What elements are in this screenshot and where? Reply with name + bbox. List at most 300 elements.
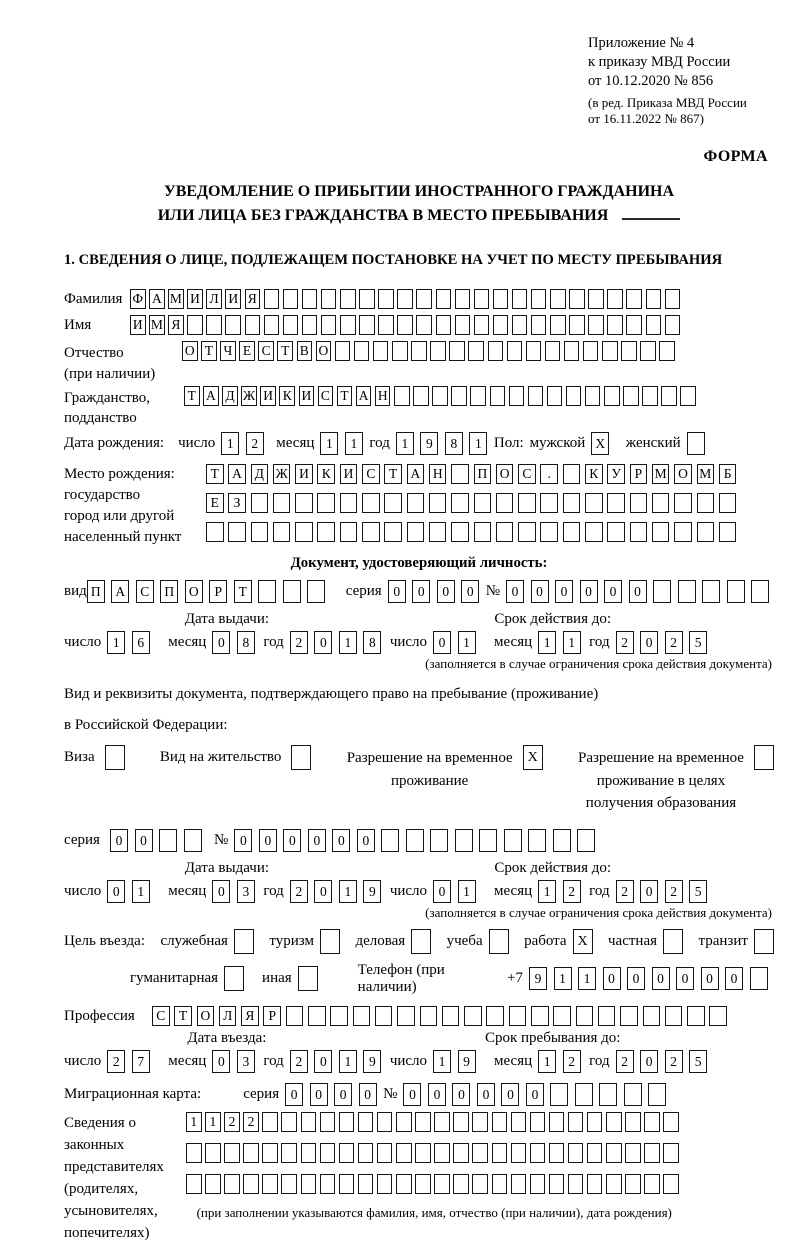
char-box[interactable]: 2 — [616, 880, 634, 903]
char-box[interactable] — [719, 522, 737, 542]
char-box[interactable]: 0 — [640, 631, 658, 654]
char-box[interactable] — [321, 289, 337, 309]
char-box[interactable] — [340, 493, 358, 513]
char-box[interactable] — [585, 493, 603, 513]
char-box[interactable] — [472, 1112, 488, 1132]
char-box[interactable]: 0 — [107, 880, 125, 903]
char-box[interactable]: 0 — [412, 580, 430, 603]
char-box[interactable]: И — [187, 289, 203, 309]
char-box[interactable] — [301, 1174, 317, 1194]
char-box[interactable] — [429, 493, 447, 513]
char-box[interactable] — [528, 386, 544, 406]
char-box[interactable] — [472, 1143, 488, 1163]
char-box[interactable]: 0 — [314, 631, 332, 654]
char-box[interactable]: 2 — [224, 1112, 240, 1132]
char-box[interactable] — [549, 1112, 565, 1132]
char-box[interactable] — [644, 1143, 660, 1163]
char-box[interactable]: Б — [719, 464, 737, 484]
char-box[interactable] — [528, 829, 546, 852]
char-box[interactable] — [587, 1143, 603, 1163]
char-box[interactable]: Д — [251, 464, 269, 484]
char-box[interactable] — [320, 1112, 336, 1132]
char-box[interactable] — [751, 580, 769, 603]
char-box[interactable] — [587, 1112, 603, 1132]
char-box[interactable]: А — [228, 464, 246, 484]
char-box[interactable] — [429, 522, 447, 542]
char-box[interactable] — [625, 1143, 641, 1163]
char-box[interactable]: О — [674, 464, 692, 484]
char-box[interactable]: А — [356, 386, 372, 406]
char-box[interactable] — [646, 289, 662, 309]
char-box[interactable] — [530, 1174, 546, 1194]
char-box[interactable] — [415, 1112, 431, 1132]
char-box[interactable] — [436, 315, 452, 335]
char-box[interactable] — [251, 522, 269, 542]
char-box[interactable]: С — [362, 464, 380, 484]
char-box[interactable] — [624, 1083, 642, 1106]
char-box[interactable] — [317, 522, 335, 542]
char-box[interactable] — [625, 1174, 641, 1194]
char-box[interactable] — [754, 929, 774, 954]
char-box[interactable] — [377, 1174, 393, 1194]
char-box[interactable] — [375, 1006, 393, 1026]
char-box[interactable] — [577, 829, 595, 852]
char-box[interactable]: 0 — [437, 580, 455, 603]
char-box[interactable] — [384, 522, 402, 542]
char-box[interactable]: 1 — [538, 880, 556, 903]
char-box[interactable]: 1 — [578, 967, 596, 990]
char-box[interactable]: 1 — [538, 1050, 556, 1073]
char-box[interactable] — [563, 522, 581, 542]
char-box[interactable]: П — [87, 580, 105, 603]
char-box[interactable] — [302, 289, 318, 309]
char-box[interactable] — [283, 315, 299, 335]
char-box[interactable] — [530, 1112, 546, 1132]
char-box[interactable] — [451, 464, 469, 484]
char-box[interactable]: 1 — [320, 432, 338, 455]
char-box[interactable]: Т — [234, 580, 252, 603]
char-box[interactable] — [105, 745, 125, 770]
char-box[interactable] — [531, 1006, 549, 1026]
char-box[interactable]: 0 — [501, 1083, 519, 1106]
char-box[interactable]: 6 — [132, 631, 150, 654]
char-box[interactable]: 3 — [237, 880, 255, 903]
char-box[interactable] — [564, 341, 580, 361]
char-box[interactable]: 3 — [237, 1050, 255, 1073]
char-box[interactable] — [378, 289, 394, 309]
char-box[interactable]: З — [228, 493, 246, 513]
char-box[interactable]: X — [591, 432, 609, 455]
char-box[interactable]: 2 — [563, 880, 581, 903]
char-box[interactable]: 0 — [234, 829, 252, 852]
char-box[interactable]: С — [518, 464, 536, 484]
char-box[interactable]: 0 — [506, 580, 524, 603]
char-box[interactable]: 2 — [665, 631, 683, 654]
char-box[interactable] — [330, 1006, 348, 1026]
char-box[interactable] — [678, 580, 696, 603]
char-box[interactable]: К — [279, 386, 295, 406]
char-box[interactable]: 0 — [314, 880, 332, 903]
char-box[interactable] — [719, 493, 737, 513]
char-box[interactable] — [727, 580, 745, 603]
char-box[interactable] — [754, 745, 774, 770]
char-box[interactable] — [652, 493, 670, 513]
char-box[interactable] — [251, 493, 269, 513]
char-box[interactable] — [644, 1112, 660, 1132]
char-box[interactable]: 0 — [212, 631, 230, 654]
char-box[interactable] — [264, 289, 280, 309]
char-box[interactable] — [653, 580, 671, 603]
char-box[interactable] — [474, 315, 490, 335]
char-box[interactable] — [377, 1143, 393, 1163]
char-box[interactable] — [644, 1174, 660, 1194]
char-box[interactable]: Е — [206, 493, 224, 513]
char-box[interactable]: Ж — [241, 386, 257, 406]
char-box[interactable] — [397, 315, 413, 335]
char-box[interactable] — [430, 341, 446, 361]
char-box[interactable] — [563, 464, 581, 484]
char-box[interactable] — [434, 1143, 450, 1163]
char-box[interactable] — [224, 1174, 240, 1194]
char-box[interactable] — [687, 432, 705, 455]
char-box[interactable] — [295, 522, 313, 542]
char-box[interactable]: Ч — [220, 341, 236, 361]
char-box[interactable]: 2 — [665, 880, 683, 903]
char-box[interactable] — [186, 1143, 202, 1163]
char-box[interactable] — [509, 1006, 527, 1026]
char-box[interactable] — [358, 1174, 374, 1194]
char-box[interactable] — [549, 1143, 565, 1163]
char-box[interactable] — [281, 1174, 297, 1194]
char-box[interactable] — [358, 1112, 374, 1132]
char-box[interactable]: С — [318, 386, 334, 406]
char-box[interactable]: 1 — [186, 1112, 202, 1132]
char-box[interactable] — [750, 967, 768, 990]
char-box[interactable]: 0 — [285, 1083, 303, 1106]
char-box[interactable]: Т — [184, 386, 200, 406]
char-box[interactable] — [663, 1112, 679, 1132]
char-box[interactable] — [396, 1112, 412, 1132]
char-box[interactable] — [224, 966, 244, 991]
char-box[interactable] — [262, 1112, 278, 1132]
char-box[interactable]: 0 — [259, 829, 277, 852]
char-box[interactable]: 1 — [107, 631, 125, 654]
char-box[interactable] — [665, 315, 681, 335]
char-box[interactable]: Д — [222, 386, 238, 406]
char-box[interactable]: Я — [241, 1006, 259, 1026]
char-box[interactable] — [588, 315, 604, 335]
char-box[interactable]: 0 — [640, 1050, 658, 1073]
char-box[interactable]: X — [573, 929, 593, 954]
char-box[interactable] — [415, 1174, 431, 1194]
char-box[interactable]: 1 — [433, 1050, 451, 1073]
char-box[interactable]: 1 — [554, 967, 572, 990]
char-box[interactable]: И — [225, 289, 241, 309]
char-box[interactable]: 0 — [652, 967, 670, 990]
char-box[interactable]: 7 — [132, 1050, 150, 1073]
char-box[interactable] — [281, 1143, 297, 1163]
char-box[interactable]: 0 — [110, 829, 128, 852]
char-box[interactable] — [354, 341, 370, 361]
char-box[interactable]: 1 — [339, 1050, 357, 1073]
char-box[interactable] — [205, 1174, 221, 1194]
char-box[interactable] — [283, 289, 299, 309]
char-box[interactable] — [507, 341, 523, 361]
char-box[interactable]: 2 — [107, 1050, 125, 1073]
char-box[interactable] — [317, 493, 335, 513]
char-box[interactable]: П — [160, 580, 178, 603]
char-box[interactable]: 9 — [458, 1050, 476, 1073]
char-box[interactable]: С — [258, 341, 274, 361]
char-box[interactable]: Я — [168, 315, 184, 335]
char-box[interactable] — [184, 829, 202, 852]
char-box[interactable] — [258, 580, 276, 603]
char-box[interactable] — [340, 522, 358, 542]
char-box[interactable] — [490, 386, 506, 406]
char-box[interactable]: И — [295, 464, 313, 484]
char-box[interactable]: М — [149, 315, 165, 335]
char-box[interactable] — [697, 493, 715, 513]
char-box[interactable]: И — [340, 464, 358, 484]
char-box[interactable] — [540, 522, 558, 542]
char-box[interactable]: К — [317, 464, 335, 484]
char-box[interactable] — [509, 386, 525, 406]
char-box[interactable] — [453, 1143, 469, 1163]
char-box[interactable]: О — [496, 464, 514, 484]
char-box[interactable] — [474, 493, 492, 513]
char-box[interactable]: 2 — [290, 880, 308, 903]
char-box[interactable] — [449, 341, 465, 361]
char-box[interactable]: 0 — [310, 1083, 328, 1106]
char-box[interactable]: П — [474, 464, 492, 484]
char-box[interactable]: 5 — [689, 1050, 707, 1073]
char-box[interactable] — [640, 341, 656, 361]
char-box[interactable]: И — [260, 386, 276, 406]
char-box[interactable] — [576, 1006, 594, 1026]
char-box[interactable] — [620, 1006, 638, 1026]
char-box[interactable] — [646, 315, 662, 335]
char-box[interactable]: 1 — [458, 631, 476, 654]
char-box[interactable] — [493, 315, 509, 335]
char-box[interactable]: 5 — [689, 880, 707, 903]
char-box[interactable] — [553, 1006, 571, 1026]
char-box[interactable]: 0 — [388, 580, 406, 603]
char-box[interactable] — [511, 1143, 527, 1163]
char-box[interactable]: М — [652, 464, 670, 484]
char-box[interactable] — [320, 1174, 336, 1194]
char-box[interactable]: 5 — [689, 631, 707, 654]
char-box[interactable]: Н — [375, 386, 391, 406]
char-box[interactable]: О — [197, 1006, 215, 1026]
char-box[interactable] — [411, 341, 427, 361]
char-box[interactable] — [607, 289, 623, 309]
char-box[interactable] — [511, 1112, 527, 1132]
char-box[interactable] — [630, 522, 648, 542]
char-box[interactable] — [335, 341, 351, 361]
char-box[interactable] — [455, 829, 473, 852]
char-box[interactable]: 0 — [308, 829, 326, 852]
char-box[interactable] — [407, 493, 425, 513]
char-box[interactable]: М — [168, 289, 184, 309]
char-box[interactable] — [470, 386, 486, 406]
char-box[interactable] — [234, 929, 254, 954]
char-box[interactable]: Ж — [273, 464, 291, 484]
char-box[interactable] — [416, 315, 432, 335]
char-box[interactable] — [663, 929, 683, 954]
char-box[interactable] — [243, 1174, 259, 1194]
char-box[interactable] — [264, 315, 280, 335]
char-box[interactable] — [598, 1006, 616, 1026]
char-box[interactable]: Т — [201, 341, 217, 361]
char-box[interactable] — [453, 1112, 469, 1132]
char-box[interactable]: О — [316, 341, 332, 361]
char-box[interactable]: 0 — [555, 580, 573, 603]
char-box[interactable]: 8 — [363, 631, 381, 654]
char-box[interactable]: 0 — [477, 1083, 495, 1106]
char-box[interactable]: 0 — [461, 580, 479, 603]
char-box[interactable] — [455, 289, 471, 309]
char-box[interactable]: 0 — [135, 829, 153, 852]
char-box[interactable] — [453, 1174, 469, 1194]
char-box[interactable] — [420, 1006, 438, 1026]
char-box[interactable] — [568, 1112, 584, 1132]
char-box[interactable] — [301, 1143, 317, 1163]
char-box[interactable]: 0 — [332, 829, 350, 852]
char-box[interactable]: О — [185, 580, 203, 603]
char-box[interactable] — [531, 315, 547, 335]
char-box[interactable]: 1 — [339, 631, 357, 654]
char-box[interactable] — [492, 1112, 508, 1132]
char-box[interactable]: 2 — [246, 432, 264, 455]
char-box[interactable] — [378, 315, 394, 335]
char-box[interactable]: Р — [209, 580, 227, 603]
char-box[interactable] — [661, 386, 677, 406]
char-box[interactable] — [464, 1006, 482, 1026]
char-box[interactable] — [468, 341, 484, 361]
char-box[interactable]: Т — [337, 386, 353, 406]
char-box[interactable] — [606, 1112, 622, 1132]
char-box[interactable] — [492, 1143, 508, 1163]
char-box[interactable] — [262, 1143, 278, 1163]
char-box[interactable] — [531, 289, 547, 309]
char-box[interactable]: Р — [630, 464, 648, 484]
char-box[interactable] — [359, 315, 375, 335]
char-box[interactable]: 2 — [616, 631, 634, 654]
char-box[interactable] — [411, 929, 431, 954]
char-box[interactable] — [273, 522, 291, 542]
char-box[interactable] — [518, 493, 536, 513]
char-box[interactable] — [569, 315, 585, 335]
char-box[interactable]: 2 — [290, 631, 308, 654]
char-box[interactable]: Ф — [130, 289, 146, 309]
char-box[interactable] — [340, 289, 356, 309]
char-box[interactable] — [568, 1174, 584, 1194]
char-box[interactable] — [187, 315, 203, 335]
char-box[interactable]: 0 — [212, 880, 230, 903]
char-box[interactable] — [225, 315, 241, 335]
char-box[interactable] — [301, 1112, 317, 1132]
char-box[interactable]: Я — [245, 289, 261, 309]
char-box[interactable] — [489, 929, 509, 954]
char-box[interactable] — [430, 829, 448, 852]
char-box[interactable] — [442, 1006, 460, 1026]
char-box[interactable] — [413, 386, 429, 406]
char-box[interactable] — [373, 341, 389, 361]
char-box[interactable]: 1 — [396, 432, 414, 455]
char-box[interactable] — [547, 386, 563, 406]
char-box[interactable] — [607, 315, 623, 335]
char-box[interactable]: 9 — [363, 880, 381, 903]
char-box[interactable] — [621, 341, 637, 361]
char-box[interactable] — [496, 522, 514, 542]
char-box[interactable] — [321, 315, 337, 335]
char-box[interactable]: 9 — [529, 967, 547, 990]
char-box[interactable] — [206, 522, 224, 542]
char-box[interactable]: М — [697, 464, 715, 484]
char-box[interactable] — [575, 1083, 593, 1106]
char-box[interactable]: 1 — [538, 631, 556, 654]
char-box[interactable] — [599, 1083, 617, 1106]
char-box[interactable] — [626, 315, 642, 335]
char-box[interactable] — [553, 829, 571, 852]
char-box[interactable] — [384, 493, 402, 513]
char-box[interactable]: 0 — [676, 967, 694, 990]
char-box[interactable] — [550, 1083, 568, 1106]
char-box[interactable]: 0 — [629, 580, 647, 603]
char-box[interactable]: 9 — [420, 432, 438, 455]
char-box[interactable] — [377, 1112, 393, 1132]
char-box[interactable]: 1 — [345, 432, 363, 455]
char-box[interactable]: С — [136, 580, 154, 603]
char-box[interactable] — [307, 580, 325, 603]
char-box[interactable] — [339, 1143, 355, 1163]
char-box[interactable] — [436, 289, 452, 309]
char-box[interactable] — [298, 966, 318, 991]
char-box[interactable] — [563, 493, 581, 513]
char-box[interactable]: С — [152, 1006, 170, 1026]
char-box[interactable] — [455, 315, 471, 335]
char-box[interactable]: 2 — [665, 1050, 683, 1073]
char-box[interactable] — [604, 386, 620, 406]
char-box[interactable] — [665, 1006, 683, 1026]
char-box[interactable] — [643, 1006, 661, 1026]
char-box[interactable] — [396, 1174, 412, 1194]
char-box[interactable] — [488, 341, 504, 361]
char-box[interactable] — [302, 315, 318, 335]
char-box[interactable]: 1 — [339, 880, 357, 903]
char-box[interactable] — [362, 522, 380, 542]
char-box[interactable]: 8 — [237, 631, 255, 654]
char-box[interactable] — [702, 580, 720, 603]
char-box[interactable] — [451, 386, 467, 406]
char-box[interactable] — [545, 341, 561, 361]
char-box[interactable]: Т — [277, 341, 293, 361]
char-box[interactable]: 0 — [725, 967, 743, 990]
char-box[interactable] — [549, 1174, 565, 1194]
char-box[interactable] — [394, 386, 410, 406]
char-box[interactable] — [407, 522, 425, 542]
char-box[interactable]: 0 — [452, 1083, 470, 1106]
char-box[interactable] — [205, 1143, 221, 1163]
char-box[interactable] — [530, 1143, 546, 1163]
char-box[interactable] — [295, 493, 313, 513]
char-box[interactable] — [526, 341, 542, 361]
char-box[interactable] — [652, 522, 670, 542]
char-box[interactable] — [687, 1006, 705, 1026]
char-box[interactable] — [607, 493, 625, 513]
char-box[interactable] — [511, 1174, 527, 1194]
char-box[interactable] — [451, 522, 469, 542]
